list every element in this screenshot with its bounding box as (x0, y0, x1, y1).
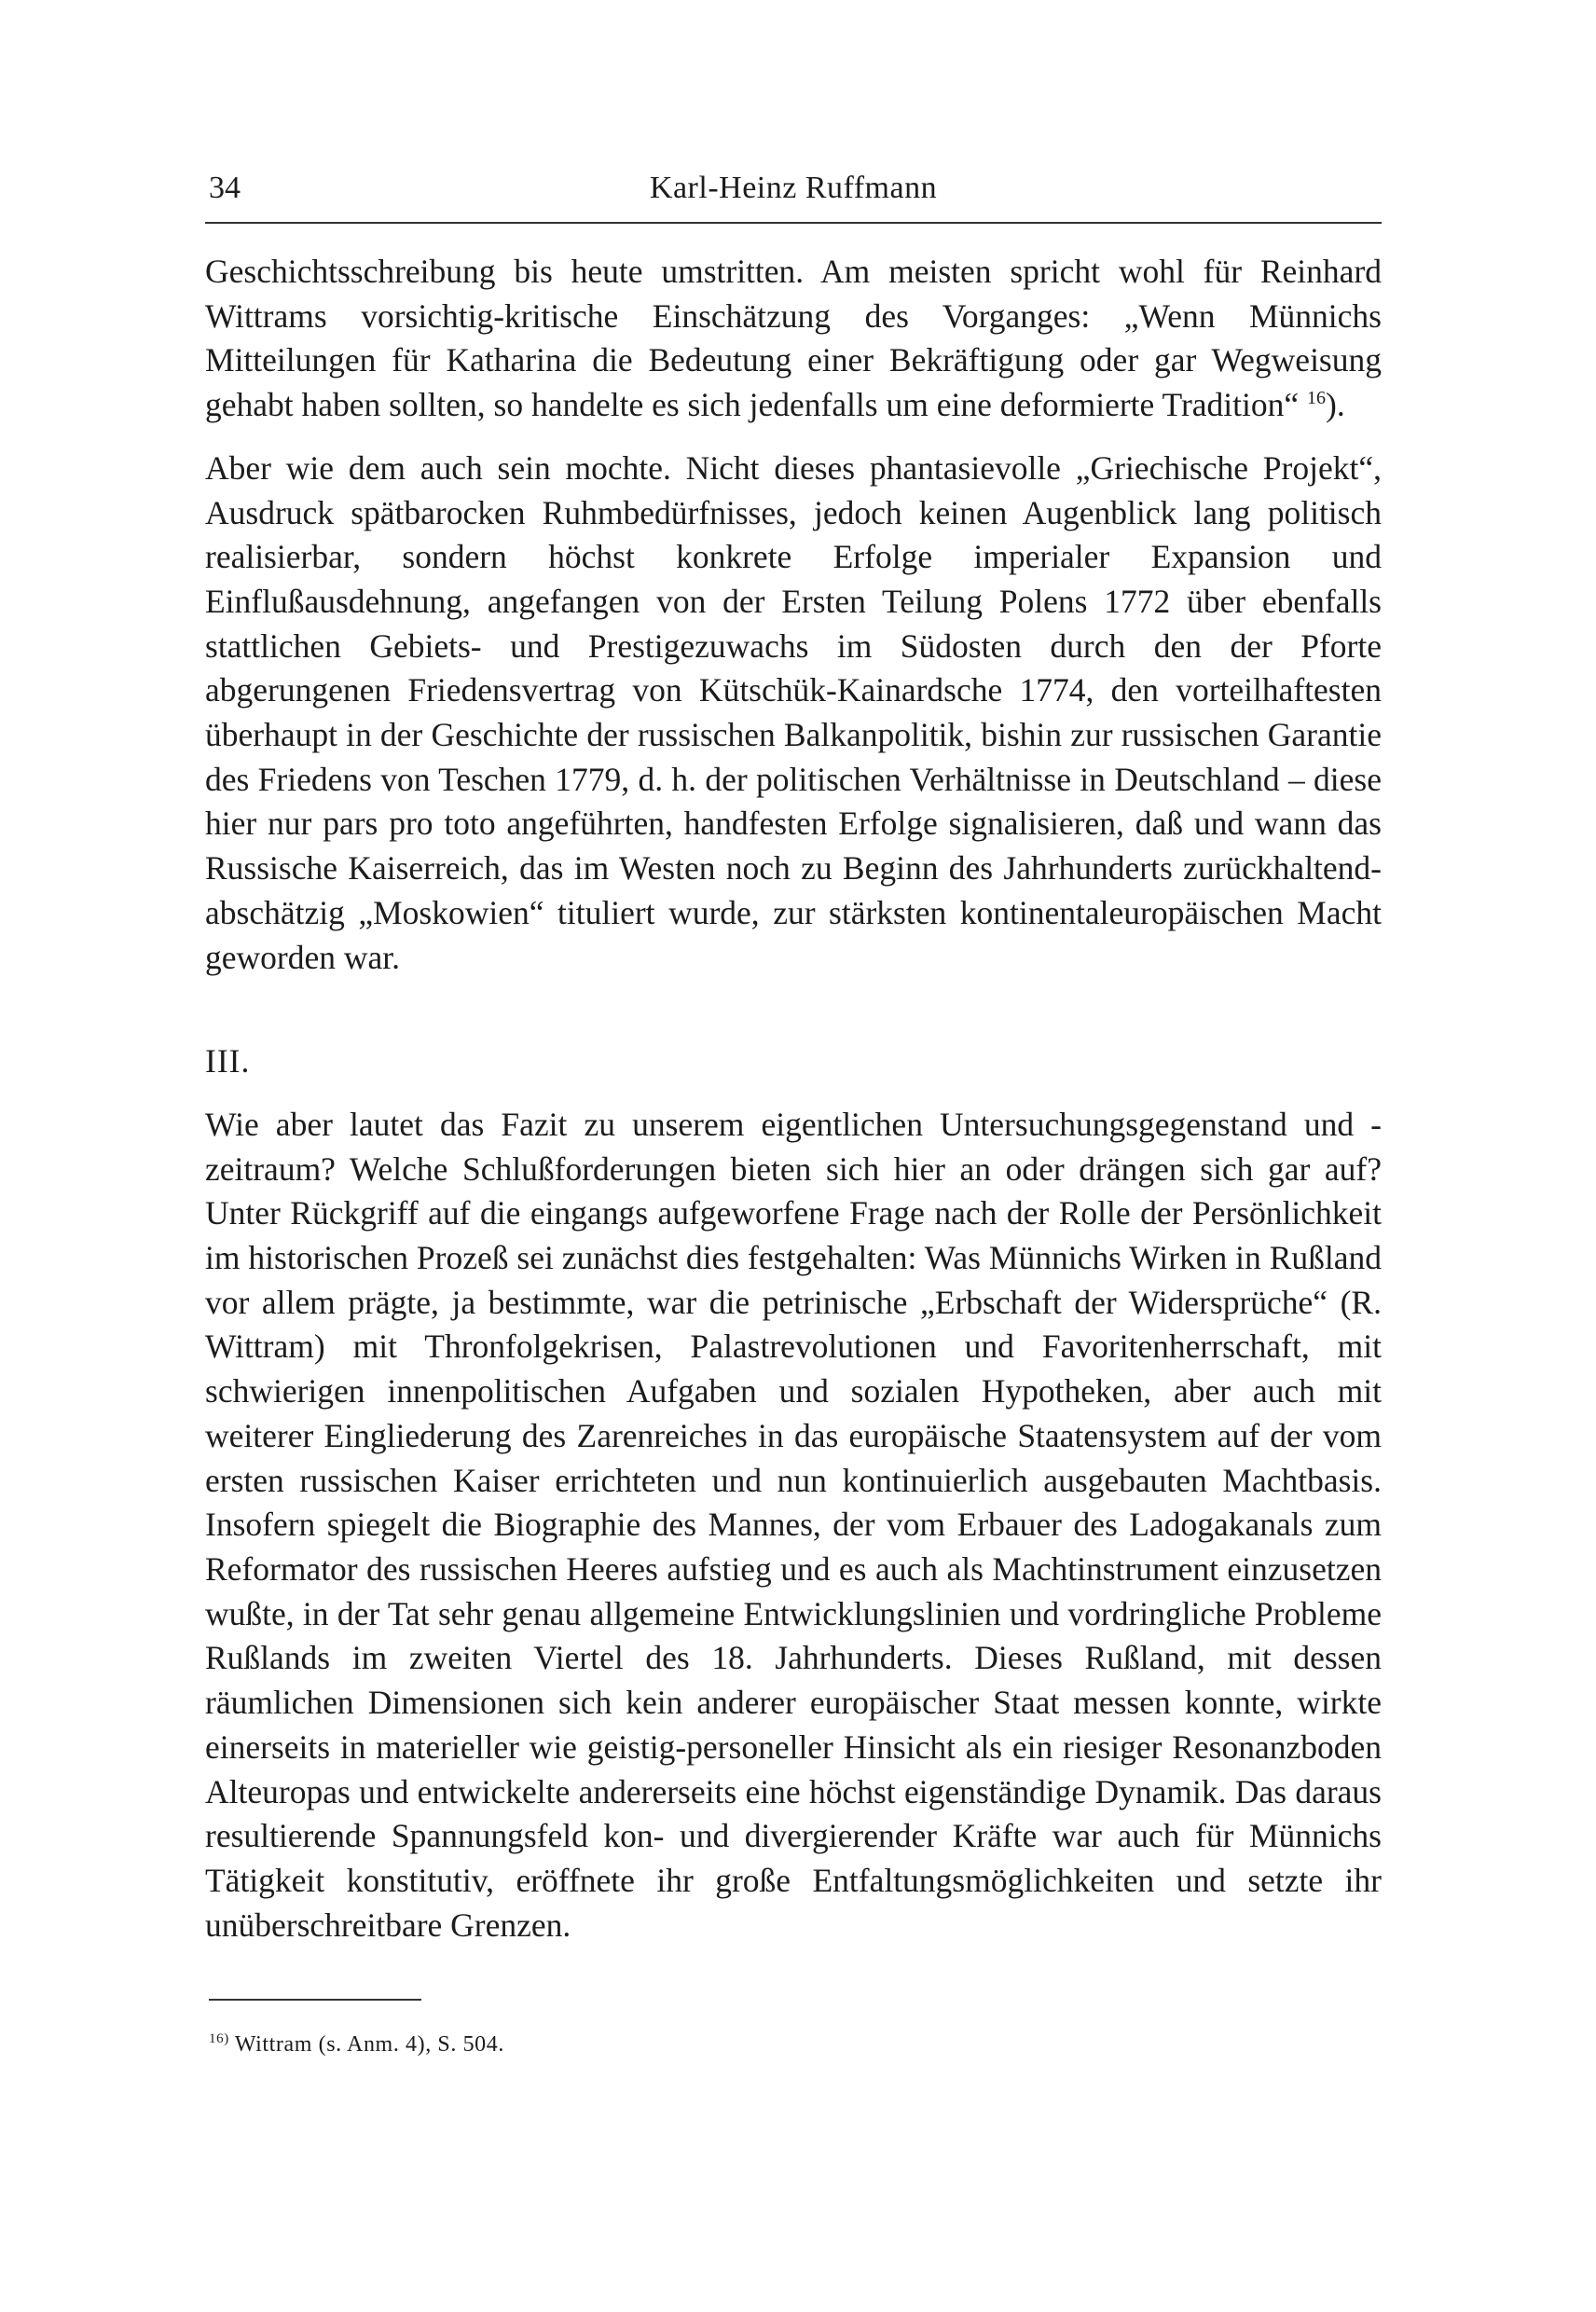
page-number: 34 (209, 171, 241, 205)
footnote-marker-close: ) (224, 2031, 229, 2046)
paragraph-1 (205, 250, 1382, 428)
paragraph-1-text: Geschichtsschreibung bis heute umstritten. Am meisten spricht wohl für Reinhard Wittrams vorsichtig-kritische Einschätzung des Vorganges: „Wenn Münnichs Mitteilungen für Katharina die Bedeutung einer Bekräftigung oder gar Wegweisung gehabt haben sollten, so handelte es sich jedenfalls um eine deformierte Tradition“ (205, 253, 1382, 424)
paragraph-2: Aber wie dem auch sein mochte. Nicht dieses phantasievolle „Griechische Projekt“, Ausdruck spätbarocken Ruhmbedürfnisses, jedoch keinen Augenblick lang politisch realisierbar, sondern höchst konkrete Erfolge imperialer Expansion und Einflußausdehnung, angefangen von der Ersten Teilung Polens 1772 über ebenfalls stattlichen Gebiets- und Prestigezuwachs im Südosten durch den der Pforte abgerungenen Friedensvertrag von Kütschük-Kainardsche 1774, den vorteilhaftesten überhaupt in der Geschichte der russischen Balkanpolitik, bishin zur russischen Garantie des Friedens von Teschen 1779, d. h. der politischen Verhältnisse in Deutschland – diese hier nur pars pro toto angeführten, handfesten Erfolge signalisieren, daß und wann das Russische Kaiserreich, das im Westen noch zu Beginn des Jahrhunderts zurückhaltend-abschätzig „Moskowien“ tituliert wurde, zur stärksten kontinentaleuropäischen Macht geworden war. (205, 448, 1382, 976)
footnote-text: Wittram (s. Anm. 4), S. 504. (234, 2032, 504, 2057)
page-header (205, 168, 1382, 209)
paragraph-1-end: ). (1326, 386, 1345, 424)
running-head: Karl-Heinz Ruffmann (649, 171, 938, 205)
footnote-marker (209, 2031, 229, 2046)
section-heading: III. (205, 1042, 251, 1080)
footnote-marker-number: 16 (209, 2031, 225, 2046)
footnote (209, 2029, 504, 2060)
footnote-rule (209, 1999, 421, 2001)
body-text (205, 250, 1382, 1947)
header-rule (205, 222, 1382, 224)
paragraph-3: Wie aber lautet das Fazit zu unserem eigentlichen Untersuchungsgegenstand und -zeitraum? Welche Schlußforderungen bieten sich hier an oder drängen sich gar auf? Unter Rückgriff auf die eingangs aufgeworfene Frage nach der Rolle der Persönlichkeit im historischen Prozeß sei zunächst dies festgehalten: Was Münnichs Wirken in Rußland vor allem prägte, ja bestimmte, war die petrinische „Erbschaft der Widersprüche“ (R. Wittram) mit Thronfolgekrisen, Palastrevolutionen und Favoritenherrschaft, mit schwierigen innenpolitischen Aufgaben und sozialen Hypotheken, aber auch mit weiterer Eingliederung des Zarenreiches in das europäische Staatensystem auf der vom ersten russischen Kaiser errichteten und nun kontinuierlich ausgebauten Machtbasis. Insofern spiegelt die Biographie des Mannes, der vom Erbauer des Ladogakanals zum Reformator des russischen Heeres aufstieg und es auch als Machtinstrument einzusetzen wußte, in der Tat sehr genau allgemeine Entwicklungslinien und vordringliche Probleme Rußlands im zweiten Viertel des 18. Jahrhunderts. Dieses Rußland, mit dessen räumlichen Dimensionen sich kein anderer europäischer Staat messen konnte, wirkte einerseits in materieller wie geistig-personeller Hinsicht als ein riesiger Resonanzboden Alteuropas und entwickelte andererseits eine höchst eigenständige Dynamik. Das daraus resultierende Spannungsfeld kon- und divergierender Kräfte war auch für Münnichs Tätigkeit konstitutiv, eröffnete ihr große Entfaltungsmöglichkeiten und setzte ihr unüberschreitbare Grenzen. (205, 1105, 1382, 1944)
footnote-reference: 16 (1307, 388, 1327, 409)
